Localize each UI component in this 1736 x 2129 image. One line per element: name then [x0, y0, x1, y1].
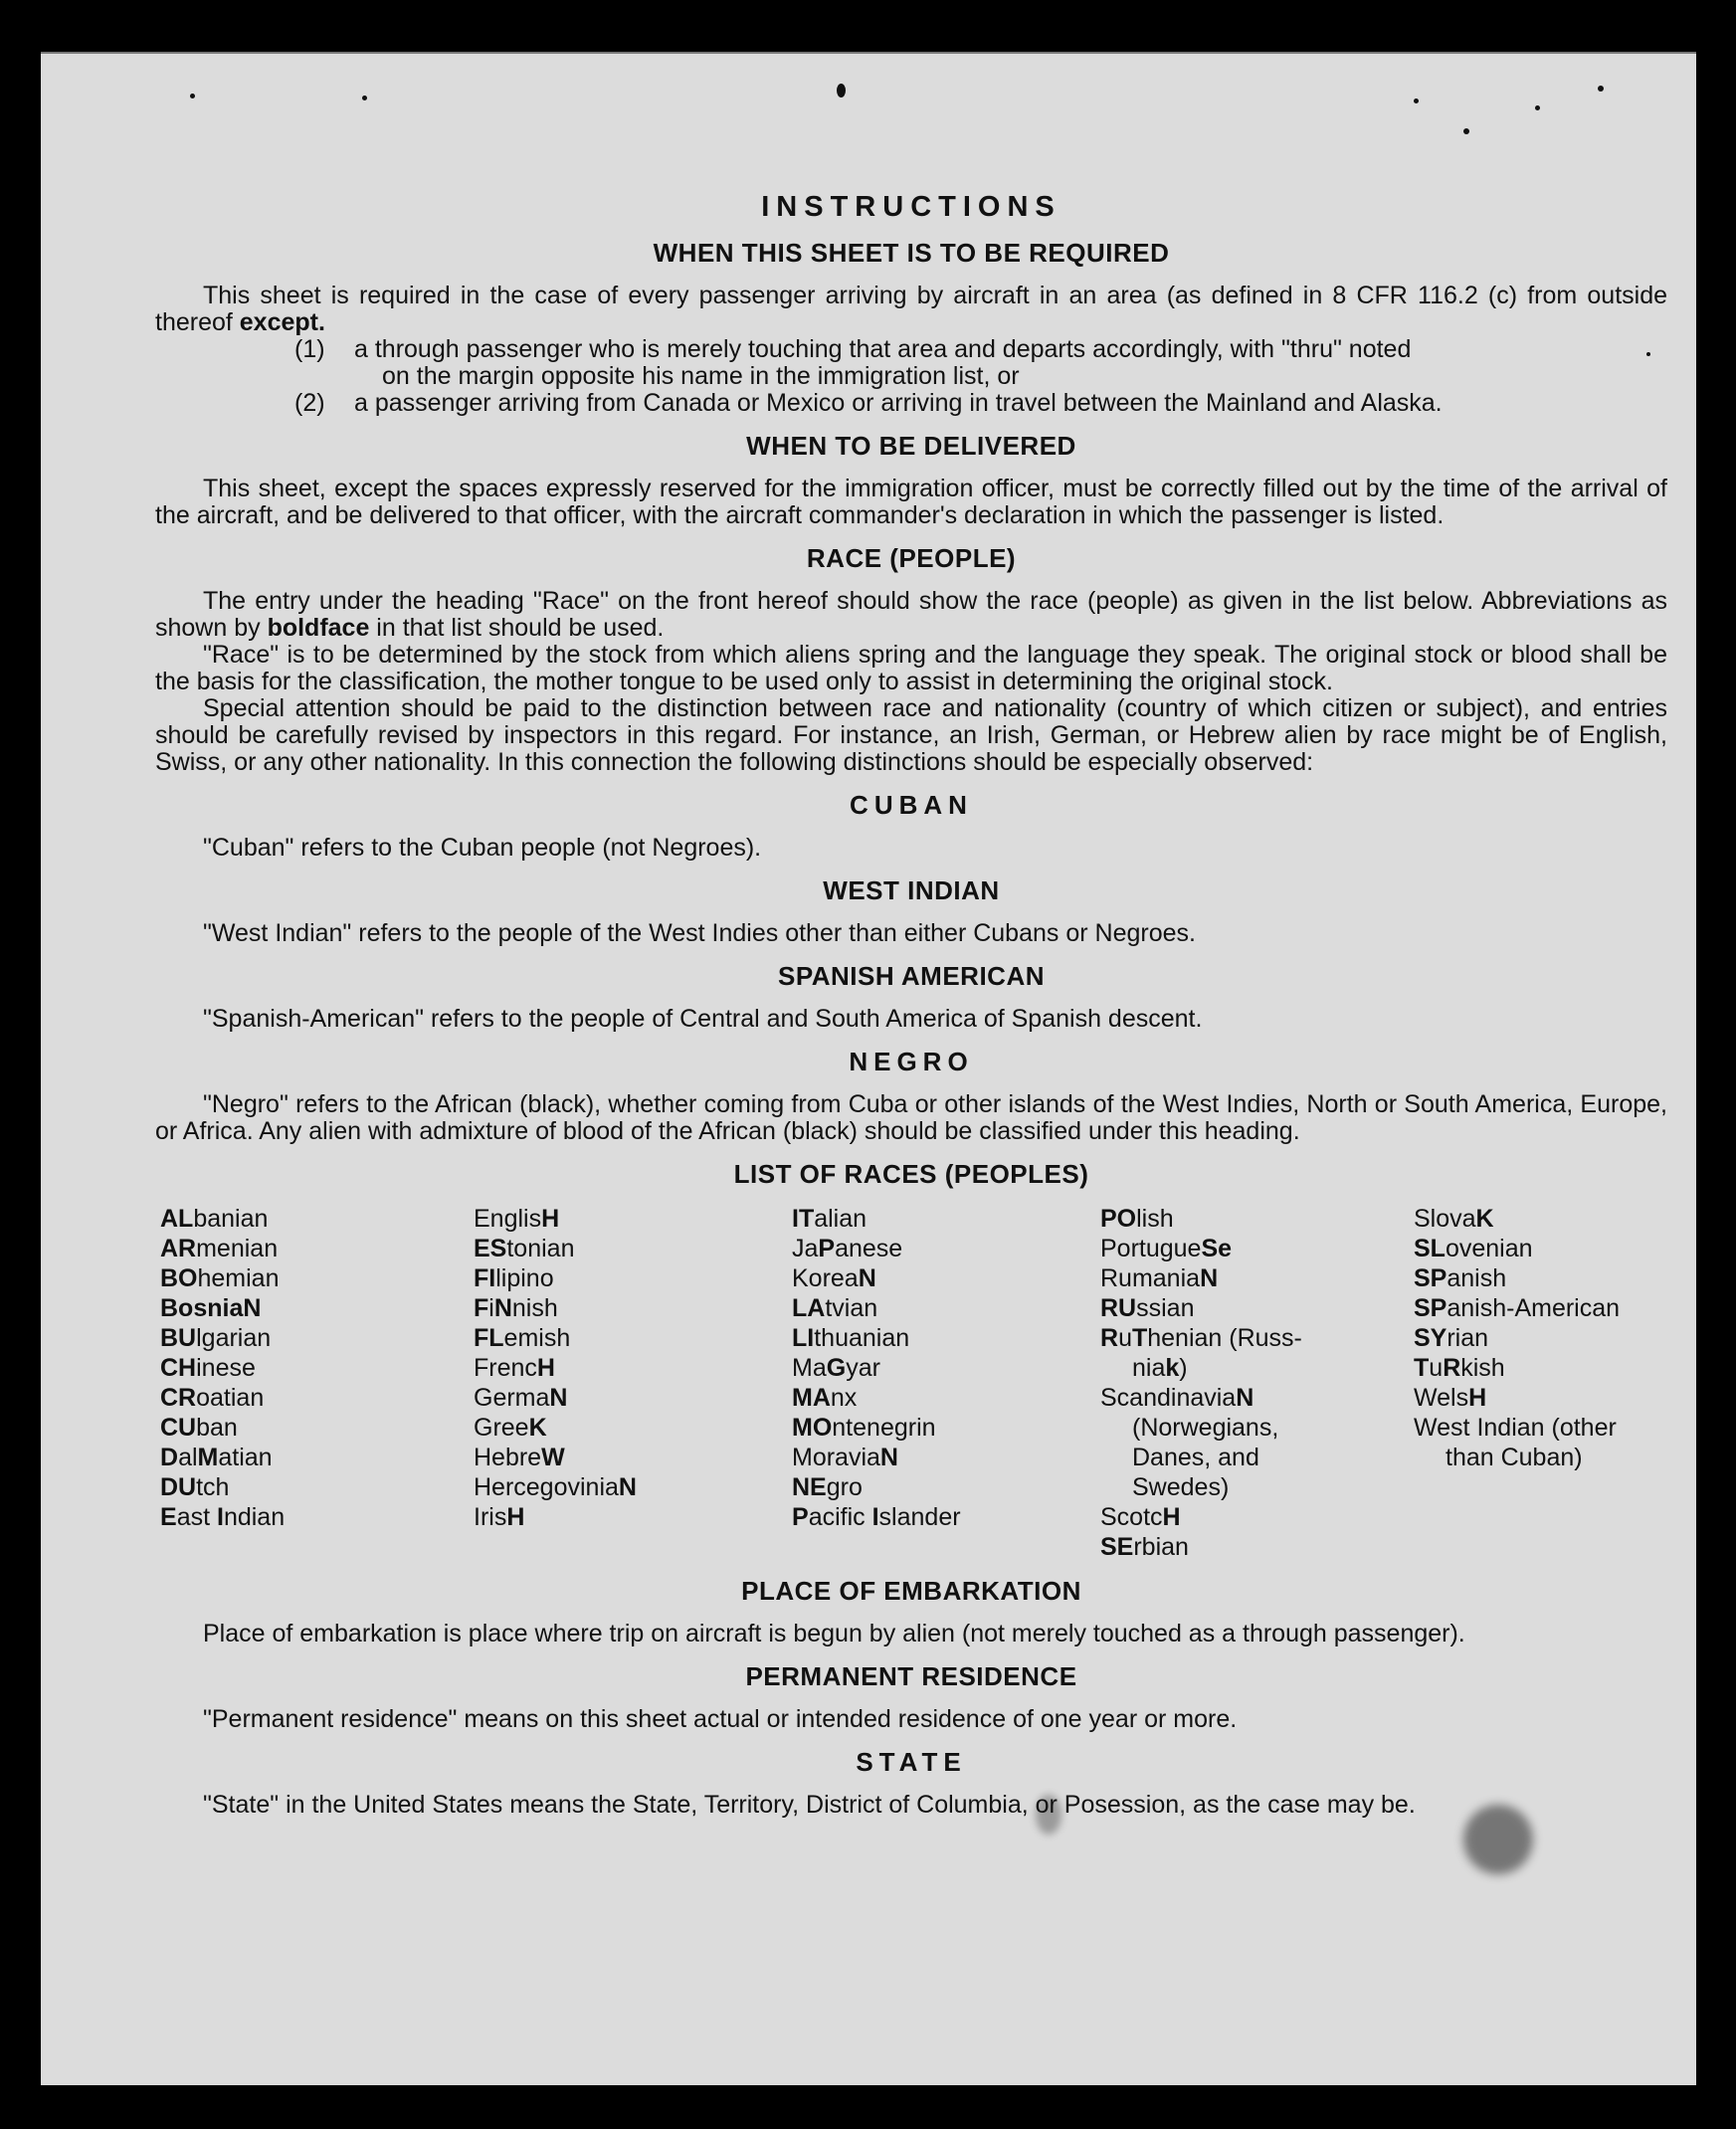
stain-mark — [1414, 98, 1419, 103]
race-list-item: East Indian — [160, 1503, 286, 1531]
heading-when-delivered: WHEN TO BE DELIVERED — [746, 431, 1076, 461]
race-paragraph-1: The entry under the heading "Race" on the front hereof should show the race (people) as given in the list below. Abbreviations as shown by boldface in that list should be used. — [155, 587, 1667, 642]
race-list-item: SlovaK — [1414, 1205, 1494, 1233]
bold-except: except. — [239, 308, 325, 336]
race-list-item: GreeK — [474, 1414, 547, 1442]
heading-list-of-races: LIST OF RACES (PEOPLES) — [733, 1159, 1089, 1189]
cuban-text: "Cuban" refers to the Cuban people (not Negroes). — [203, 834, 762, 862]
race-list-item: MaGyar — [792, 1354, 880, 1382]
spanish-american-text: "Spanish-American" refers to the people of Central and South America of Spanish descent. — [203, 1005, 1203, 1033]
races-column — [792, 1204, 1085, 1562]
permanent-residence-text: "Permanent residence" means on this sheet actual or intended residence of one year or more. — [203, 1705, 1238, 1733]
race-list-item: DUtch — [160, 1473, 230, 1501]
races-list — [160, 1204, 1667, 1562]
race-list-item: FLemish — [474, 1324, 571, 1352]
state-text: "State" in the United States means the State, Territory, District of Columbia, or Posession, as the case may be. — [203, 1791, 1416, 1819]
heading-cuban: CUBAN — [850, 790, 973, 820]
race-list-item: TuRkish — [1414, 1354, 1505, 1382]
races-column — [1100, 1204, 1399, 1562]
race-list-item: EStonian — [474, 1235, 575, 1262]
race-list-item: MOntenegrin — [792, 1414, 936, 1442]
race-list-item: ALbanian — [160, 1205, 269, 1233]
race-list-item: RUssian — [1100, 1294, 1195, 1322]
race-list-item: SYrian — [1414, 1324, 1489, 1352]
race-list-item: NEgro — [792, 1473, 863, 1501]
race-list-item: LIthuanian — [792, 1324, 910, 1352]
heading-when-required: WHEN THIS SHEET IS TO BE REQUIRED — [653, 238, 1170, 268]
race-list-item: MoraviaN — [792, 1444, 898, 1471]
when-required-text: This sheet is required in the case of every passenger arriving by aircraft in an area (as defined in 8 CFR 116.2 (c) from outside thereof except. — [155, 282, 1667, 336]
races-column — [474, 1204, 777, 1562]
race-list-item: Pacific Islander — [792, 1503, 961, 1531]
race-list-item: than Cuban) — [1446, 1444, 1583, 1471]
race-list-item: SPanish-American — [1414, 1294, 1621, 1322]
race-list-item: GermaN — [474, 1384, 568, 1412]
stain-mark — [190, 94, 195, 98]
stain-mark — [837, 84, 846, 97]
race-list-item: SLovenian — [1414, 1235, 1533, 1262]
instructions-content — [155, 191, 1667, 1819]
list-item-continuation: on the margin opposite his name in the immigration list, or — [382, 362, 1020, 390]
document-title: INSTRUCTIONS — [761, 191, 1061, 223]
race-paragraph-3: Special attention should be paid to the distinction between race and nationality (country of which citizen or subject), and entries should be carefully revised by inspectors in this regard. For instance, an Irish, German, or Hebrew alien by race might be of English, Swiss, or any other nationality. In this connection the following distinctions should be especially observed: — [155, 694, 1667, 776]
race-list-item: FIlipino — [474, 1264, 554, 1292]
race-list-item: MAnx — [792, 1384, 858, 1412]
race-list-item: West Indian (other — [1414, 1414, 1617, 1442]
race-list-item: POlish — [1100, 1205, 1174, 1233]
stain-mark — [1598, 86, 1604, 92]
race-list-item: PortugueSe — [1100, 1235, 1233, 1262]
negro-text: "Negro" refers to the African (black), whether coming from Cuba or other islands of the West Indies, North or South America, Europe, or Africa. Any alien with admixture of blood of the African (black) should be classified under this heading. — [155, 1090, 1667, 1145]
races-column — [160, 1204, 459, 1562]
embarkation-text: Place of embarkation is place where trip on aircraft is begun by alien (not merely touched as a through passenger). — [203, 1620, 1465, 1647]
heading-race: RACE (PEOPLE) — [806, 543, 1017, 573]
heading-negro: NEGRO — [849, 1047, 974, 1076]
race-list-item: SPanish — [1414, 1264, 1507, 1292]
race-list-item: Danes, and — [1132, 1444, 1259, 1471]
races-column — [1414, 1204, 1667, 1562]
stain-mark — [1463, 128, 1469, 134]
race-list-item: ITalian — [792, 1205, 868, 1233]
list-item: (1) a through passenger who is merely touching that area and departs accordingly, with "thru" noted — [294, 335, 1412, 363]
race-list-item: niak) — [1132, 1354, 1188, 1382]
race-list-item: JaPanese — [792, 1235, 903, 1262]
race-list-item: CRoatian — [160, 1384, 265, 1412]
exception-list — [294, 336, 1667, 417]
race-list-item: BosniaN — [160, 1294, 262, 1322]
race-list-item: CUban — [160, 1414, 238, 1442]
west-indian-text: "West Indian" refers to the people of the West Indies other than either Cubans or Negroes. — [203, 919, 1196, 947]
race-list-item: IrisH — [474, 1503, 525, 1531]
race-list-item: FiNnish — [474, 1294, 558, 1322]
heading-state: STATE — [856, 1747, 967, 1777]
race-list-item: LAtvian — [792, 1294, 878, 1322]
race-list-item: HebreW — [474, 1444, 565, 1471]
race-list-item: CHinese — [160, 1354, 256, 1382]
race-list-item: (Norwegians, — [1132, 1414, 1279, 1442]
race-list-item: BOhemian — [160, 1264, 280, 1292]
heading-spanish-american: SPANISH AMERICAN — [777, 961, 1045, 991]
race-list-item: ScandinaviaN — [1100, 1384, 1254, 1412]
stain-mark — [1535, 105, 1540, 110]
heading-west-indian: WEST INDIAN — [823, 875, 1000, 905]
race-list-item: SErbian — [1100, 1533, 1189, 1561]
race-list-item: RumaniaN — [1100, 1264, 1219, 1292]
heading-permanent-residence: PERMANENT RESIDENCE — [745, 1661, 1077, 1691]
race-list-item: DalMatian — [160, 1444, 273, 1471]
heading-embarkation: PLACE OF EMBARKATION — [741, 1576, 1081, 1606]
race-list-item: KoreaN — [792, 1264, 876, 1292]
race-list-item: ARmenian — [160, 1235, 279, 1262]
race-list-item: HercegoviniaN — [474, 1473, 637, 1501]
stain-mark — [362, 96, 367, 100]
race-list-item: Swedes) — [1132, 1473, 1230, 1501]
race-list-item: ScotcH — [1100, 1503, 1181, 1531]
document-sheet — [41, 52, 1696, 2085]
when-delivered-text: This sheet, except the spaces expressly reserved for the immigration officer, must be correctly filled out by the time of the arrival of the aircraft, and be delivered to that officer, with the aircraft commander's declaration in which the passenger is listed. — [155, 475, 1667, 529]
race-list-item: BUlgarian — [160, 1324, 272, 1352]
race-paragraph-2: "Race" is to be determined by the stock from which aliens spring and the language they speak. The original stock or blood shall be the basis for the classification, the mother tongue to be used only to assist in determining the original stock. — [155, 641, 1667, 695]
race-list-item: FrencH — [474, 1354, 555, 1382]
list-item: (2) a passenger arriving from Canada or Mexico or arriving in travel between the Mainland and Alaska. — [294, 389, 1443, 417]
race-list-item: EnglisH — [474, 1205, 560, 1233]
race-list-item: WelsH — [1414, 1384, 1487, 1412]
race-list-item: RuThenian (Russ- — [1100, 1324, 1302, 1352]
